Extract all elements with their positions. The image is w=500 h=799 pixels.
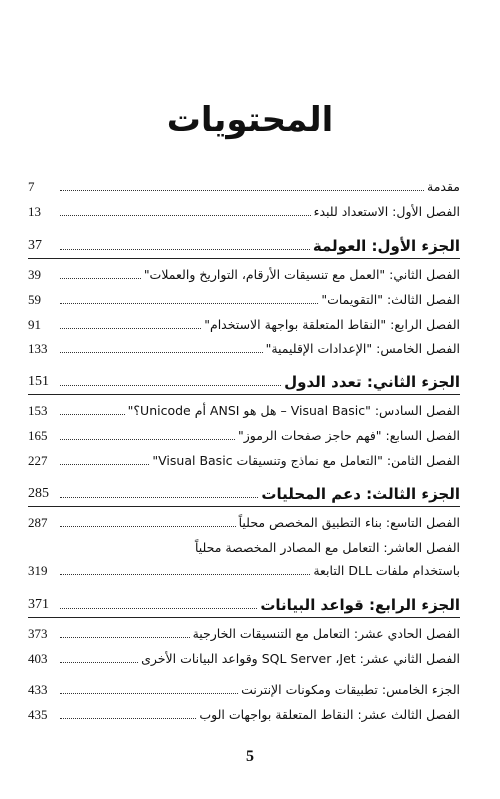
part-divider bbox=[28, 258, 460, 259]
toc-part-2 bbox=[28, 369, 460, 391]
leader-dots bbox=[60, 718, 196, 719]
toc-entry-chapter-4 bbox=[28, 312, 460, 334]
toc-entry-page: 287 bbox=[28, 515, 48, 530]
leader-dots bbox=[60, 278, 141, 279]
toc-entry-page: 227 bbox=[28, 453, 48, 468]
toc-entry-page: 371 bbox=[28, 597, 49, 612]
leader-dots bbox=[60, 303, 318, 304]
toc-entry-page: 37 bbox=[28, 238, 42, 253]
toc-entry-chapter-7 bbox=[28, 423, 460, 445]
part-divider bbox=[28, 617, 460, 618]
toc-entry-page: 433 bbox=[28, 682, 48, 697]
toc-part-title: الجزء الأول: العولمة bbox=[312, 237, 460, 255]
toc-entry-title: الفصل التاسع: بناء التطبيق المخصص محلياً bbox=[238, 515, 460, 530]
leader-dots bbox=[60, 249, 310, 250]
toc-entry-title: الفصل السادس: "Visual Basic – هل هو ANSI أم Unicode؟" bbox=[127, 403, 460, 418]
toc-entry-title: مقدمة bbox=[427, 179, 460, 194]
toc-part-1 bbox=[28, 233, 460, 255]
toc-entry-page: 13 bbox=[28, 204, 41, 219]
toc-entry-chapter-1 bbox=[28, 199, 460, 221]
toc-entry-chapter-6 bbox=[28, 398, 460, 420]
toc-entry-title: الفصل الحادي عشر: التعامل مع التنسيقات الخارجية bbox=[192, 626, 460, 641]
toc-entry-page: 373 bbox=[28, 626, 48, 641]
leader-dots bbox=[60, 385, 281, 386]
toc-entry-chapter-13 bbox=[28, 702, 460, 724]
toc-entry-chapter-2 bbox=[28, 262, 460, 284]
leader-dots bbox=[60, 464, 149, 465]
part-divider bbox=[28, 394, 460, 395]
toc-entry-chapter-10 bbox=[28, 535, 460, 557]
leader-dots bbox=[60, 693, 238, 694]
toc-entry-chapter-12 bbox=[28, 646, 460, 668]
toc-part-title: الجزء الثالث: دعم المحليات bbox=[261, 485, 460, 503]
leader-dots bbox=[60, 414, 125, 415]
toc-entry-page: 59 bbox=[28, 292, 41, 307]
toc-entry-title: الفصل السابع: "فهم حاجز صفحات الرموز" bbox=[237, 428, 460, 443]
toc-part-3 bbox=[28, 481, 460, 503]
leader-dots bbox=[60, 190, 424, 191]
leader-dots bbox=[60, 352, 263, 353]
toc-entry-title: الفصل الثامن: "التعامل مع نماذج وتنسيقات Visual Basic" bbox=[152, 453, 460, 468]
toc-entry-title: الفصل الثالث: "التقويمات" bbox=[321, 292, 460, 307]
page-number: 5 bbox=[246, 748, 254, 765]
toc-entry-page: 133 bbox=[28, 341, 48, 356]
toc-entry-page: 165 bbox=[28, 428, 48, 443]
toc-entry-part-5 bbox=[28, 677, 460, 699]
leader-dots bbox=[60, 608, 257, 609]
toc-entry-page: 153 bbox=[28, 403, 48, 418]
toc-part-4 bbox=[28, 592, 460, 614]
leader-dots bbox=[60, 526, 236, 527]
toc-entry-title: الفصل العاشر: التعامل مع المصادر المخصصة محلياً bbox=[194, 540, 460, 555]
toc-entry-title: الفصل الخامس: "الإعدادات الإقليمية" bbox=[265, 341, 460, 356]
leader-dots bbox=[60, 439, 235, 440]
toc-entry-page: 285 bbox=[28, 486, 49, 501]
toc-entry-chapter-8 bbox=[28, 448, 460, 470]
part-divider bbox=[28, 506, 460, 507]
toc-entry-chapter-5 bbox=[28, 336, 460, 358]
page-title: المحتويات bbox=[166, 100, 334, 140]
toc-part-title: الجزء الثاني: تعدد الدول bbox=[284, 373, 460, 391]
leader-dots bbox=[60, 662, 138, 663]
leader-dots bbox=[60, 497, 258, 498]
toc-entry-title: الفصل الأول: الاستعداد للبدء bbox=[313, 204, 460, 219]
toc-entry-page: 319 bbox=[28, 563, 48, 578]
toc-entry-chapter-11 bbox=[28, 621, 460, 643]
leader-dots bbox=[60, 215, 311, 216]
toc-entry-title: باستخدام ملفات DLL التابعة bbox=[313, 563, 460, 578]
toc-entry-chapter-9 bbox=[28, 510, 460, 532]
toc-entry-title: الفصل الثاني عشر: SQL Server ،Jet وقواعد البيانات الأخرى bbox=[141, 651, 460, 666]
toc-entry-page: 91 bbox=[28, 317, 41, 332]
toc-entry-title: الجزء الخامس: تطبيقات ومكونات الإنترنت bbox=[241, 682, 460, 697]
toc-entry-title: الفصل الثالث عشر: النقاط المتعلقة بواجهات الوب bbox=[199, 707, 460, 722]
leader-dots bbox=[60, 574, 310, 575]
toc-part-title: الجزء الرابع: قواعد البيانات bbox=[260, 596, 460, 614]
toc-entry-page: 403 bbox=[28, 651, 48, 666]
toc-entry-chapter-3 bbox=[28, 287, 460, 309]
toc-entry-title: الفصل الثاني: "العمل مع تنسيقات الأرقام، التواريخ والعملات" bbox=[143, 267, 460, 282]
leader-dots bbox=[60, 328, 201, 329]
toc-entry-page: 151 bbox=[28, 374, 49, 389]
toc-entry-chapter-10-cont bbox=[28, 558, 460, 580]
toc-entry-page: 7 bbox=[28, 179, 35, 194]
toc-entry-page: 435 bbox=[28, 707, 48, 722]
leader-dots bbox=[60, 637, 190, 638]
toc-entry-intro bbox=[28, 174, 460, 196]
toc-entry-title: الفصل الرابع: "النقاط المتعلقة بواجهة الاستخدام" bbox=[204, 317, 460, 332]
toc-entry-page: 39 bbox=[28, 267, 41, 282]
